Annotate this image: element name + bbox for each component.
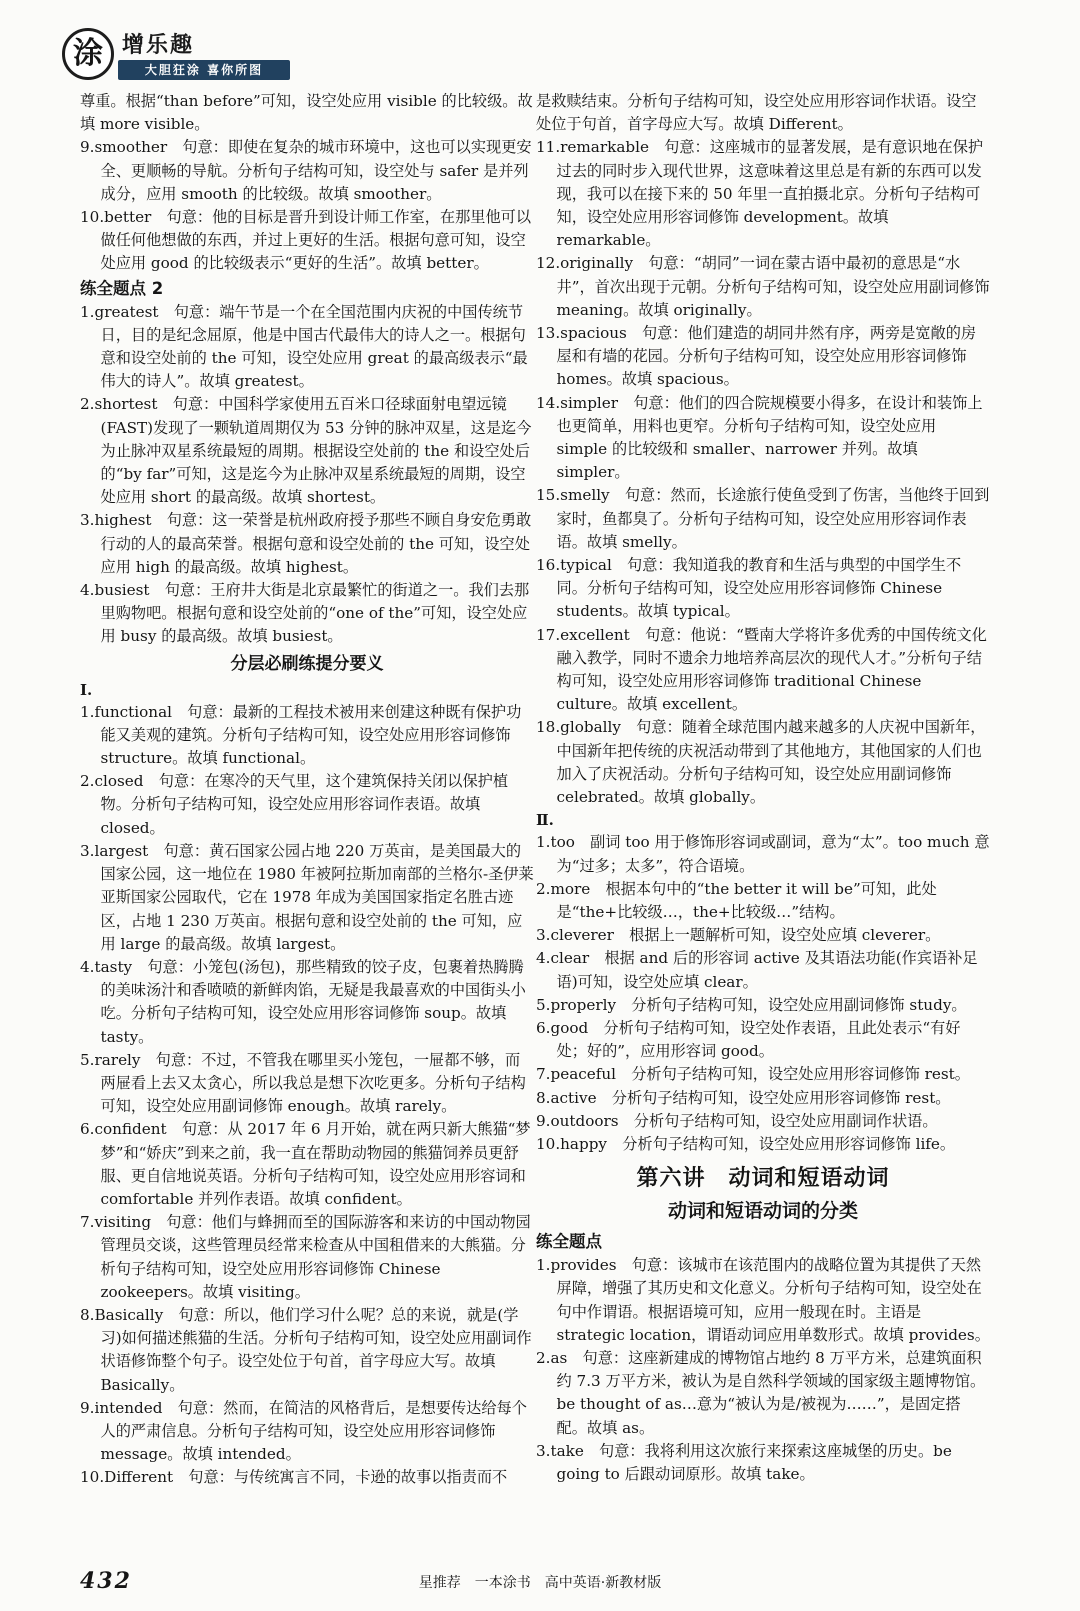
page-number: 432	[80, 1568, 132, 1594]
answer-entry: 8.Basically 句意：所以，他们学习什么呢？总的来说，就是(学习)如何描述熊猫的生活。分析句子结构可知，设空处应用副词作状语修饰整个句子。设空处位于句首，首字母应大写。故填 Basically。	[80, 1305, 532, 1394]
answer-continuation: 是救赎结束。分析句子结构可知，设空处应用形容词作状语。设空处位于句首，首字母应大写。故填 Different。	[536, 92, 977, 134]
answer-entry: 3.cleverer 根据上一题解析可知，设空处应填 cleverer。	[536, 926, 941, 945]
right-column	[536, 90, 990, 1486]
answer-entry: 8.active 分析句子结构可知，设空处应用形容词修饰 rest。	[536, 1088, 951, 1107]
section-heading: 练全题点	[536, 1232, 602, 1252]
answer-entry: 5.properly 分析句子结构可知，设空处应用副词修饰 study。	[536, 995, 967, 1014]
answer-entry: 4.tasty 句意：小笼包(汤包)，那些精致的饺子皮，包裹着热腾腾的美味汤汁和香喷喷的新鲜肉馅，无疑是我最喜欢的中国街头小吃。分析句子结构可知，设空处应用形容词修饰 soup。故填 tasty。	[80, 957, 526, 1046]
answer-entry: 9.outdoors 分析句子结构可知，设空处应用副词作状语。	[536, 1111, 938, 1130]
answer-entry: 18.globally 句意：随着全球范围内越来越多的人庆祝中国新年，中国新年把传统的庆祝活动带到了其他地方，其他国家的人们也加入了庆祝活动。分析句子结构可知，设空处应用副词修饰 celebrated。故填 globally。	[536, 718, 986, 807]
answer-entry: 10.Different 句意：与传统寓言不同，卡逊的故事以指责而不	[80, 1468, 508, 1487]
part-marker: Ⅰ.	[80, 680, 93, 699]
answer-entry: 6.good 分析句子结构可知，设空处作表语，且此处表示“有好处；好的”，应用形容词 good。	[536, 1018, 961, 1061]
left-column	[80, 90, 534, 1490]
answer-entry: 2.shortest 句意：中国科学家使用五百米口径球面射电望远镜(FAST)发现了一颗轨道周期仅为 53 分钟的脉冲双星，这是迄今为止脉冲双星系统最短的周期。根据设空处前的 the 和设空处后的“by far”可知，这是迄今为止脉冲双星系统最短的周期，设空处应用 short 的最高级。故填 shortest。	[80, 395, 532, 507]
answer-entry: 10.happy 分析句子结构可知，设空处应用形容词修饰 life。	[536, 1134, 956, 1153]
page-footer	[0, 1568, 1080, 1598]
answer-entry: 2.more 根据本句中的“the better it will be”可知，此处是“the+比较级…，the+比较级…”结构。	[536, 879, 937, 921]
answer-entry: 4.clear 根据 and 后的形容词 active 及其语法功能(作宾语补足语)可知，设空处应填 clear。	[536, 949, 978, 991]
answer-entry: 13.spacious 句意：他们建造的胡同井然有序，两旁是宽敞的房屋和有墙的花园。分析句子结构可知，设空处应用形容词修饰 homes。故填 spacious。	[536, 324, 977, 389]
answer-entry: 15.smelly 句意：然而，长途旅行使鱼受到了伤害，当他终于回到家时，鱼都臭了。分析句子结构可知，设空处应用形容词作表语。故填 smelly。	[536, 486, 990, 551]
answer-entry: 4.busiest 句意：王府井大街是北京最繁忙的街道之一。我们去那里购物吧。根据句意和设空处前的“one of the”可知，设空处应用 busy 的最高级。故填 busiest。	[80, 581, 530, 646]
answer-entry: 12.originally 句意：“胡同”一词在蒙古语中最初的意思是“水井”，首次出现于元朝。分析句子结构可知，设空处应用副词修饰 meaning。故填 originally。	[536, 254, 990, 319]
answer-entry: 3.largest 句意：黄石国家公园占地 220 万英亩，是美国最大的国家公园，这一地位在 1980 年被阿拉斯加南部的兰格尔-圣伊莱亚斯国家公园取代，它在 1978 年成为美国国家指定名胜古迹区，占地 1 230 万英亩。根据句意和设空处前的 the 可知，应用 large 的最高级。故填 largest。	[80, 841, 534, 953]
answer-continuation: 尊重。根据“than before”可知，设空处应用 visible 的比较级。故填 more visible。	[80, 92, 533, 134]
answer-entry: 1.greatest 句意：端午节是一个在全国范围内庆祝的中国传统节日，目的是纪念屈原，他是中国古代最伟大的诗人之一。根据句意和设空处前的 the 可知，设空处应用 great 的最高级表示“最伟大的诗人”。故填 greatest。	[80, 302, 528, 391]
answer-entry: 7.peaceful 分析句子结构可知，设空处应用形容词修饰 rest。	[536, 1065, 970, 1084]
section-heading: 练全题点 2	[80, 278, 164, 298]
brand-slogan: 大胆狂涂 喜你所图	[118, 60, 290, 80]
footer-title: 星推荐 一本涂书 高中英语·新教材版	[418, 1575, 662, 1591]
answer-entry: 2.closed 句意：在寒冷的天气里，这个建筑保持关闭以保护植物。分析句子结构可知，设空处应用形容词作表语。故填 closed。	[80, 772, 509, 837]
section-title: 分层必刷练提分要义	[230, 653, 384, 674]
answer-entry: 6.confident 句意：从 2017 年 6 月开始，就在两只新大熊猫“梦梦”和“娇庆”到来之前，我一直在帮助动物园的熊猫饲养员更舒服、更自信地说英语。分析句子结构可知，设空处应用形容词和 comfortable 并列作表语。故填 confident。	[80, 1120, 531, 1208]
answer-entry: 9.smoother 句意：即使在复杂的城市环境中，这也可以实现更安全、更顺畅的导航。分析句子结构可知，设空处与 safer 是并列成分，应用 smooth 的比较级。故填 smoother。	[80, 138, 532, 203]
answer-entry: 5.rarely 句意：不过，不管我在哪里买小笼包，一屉都不够，而两屉看上去又太贪心，所以我总是想下次吃更多。分析句子结构可知，设空处应用副词修饰 enough。故填 rarely。	[80, 1050, 526, 1116]
brand-title: 增乐趣	[122, 33, 195, 58]
answer-entry: 16.typical 句意：我知道我的教育和生活与典型的中国学生不同。分析句子结构可知，设空处应用形容词修饰 Chinese students。故填 typical。	[536, 556, 962, 621]
brand-logo-icon: 涂	[62, 28, 114, 80]
answer-entry: 3.highest 句意：这一荣誉是杭州政府授予那些不顾自身安危勇敢行动的人的最高荣誉。根据句意和设空处前的 the 可知，设空处应用 high 的最高级。故填 highest。	[80, 511, 532, 576]
brand-header	[62, 26, 302, 84]
part-marker: Ⅱ.	[536, 811, 554, 830]
answer-entry: 17.excellent 句意：他说：“暨南大学将许多优秀的中国传统文化融入教学，同时不遗余力地培养高层次的现代人才。”分析句子结构可知，设空处应用形容词修饰 traditional Chinese culture。故填 excellent。	[536, 625, 987, 714]
answer-entry: 7.visiting 句意：他们与蜂拥而至的国际游客和来访的中国动物园管理员交谈，这些管理员经常来检查从中国租借来的大熊猫。分析句子结构可知，设空处应用形容词修饰 Chinese zookeepers。故填 visiting。	[80, 1213, 531, 1301]
answer-entry: 1.too 副词 too 用于修饰形容词或副词，意为“太”。too much 意为“过多；太多”，符合语境。	[536, 833, 990, 875]
answer-entry: 2.as 句意：这座新建成的博物馆占地约 8 万平方米，总建筑面积约 7.3 万平方米，被认为是自然科学领域的国家级主题博物馆。be thought of as…意为“被认为是/被视为……”，是固定搭配。故填 as。	[536, 1348, 986, 1437]
answer-entry: 14.simpler 句意：他们的四合院规模要小得多，在设计和装饰上也更简单，用料也更窄。分析句子结构可知，设空处应用 simple 的比较级和 smaller、narrower 并列。故填 simpler。	[536, 393, 983, 482]
answer-entry: 9.intended 句意：然而，在简洁的风格背后，是想要传达给每个人的严肃信息。分析句子结构可知，设空处应用形容词修饰 message。故填 intended。	[80, 1398, 527, 1464]
lecture-title: 第六讲 动词和短语动词	[636, 1166, 890, 1192]
answer-entry: 3.take 句意：我将利用这次旅行来探索这座城堡的历史。be going to 后跟动词原形。故填 take。	[536, 1441, 952, 1483]
answer-entry: 10.better 句意：他的目标是晋升到设计师工作室，在那里他可以做任何他想做的东西，并过上更好的生活。根据句意可知，设空处应用 good 的比较级表示“更好的生活”。故填 better。	[80, 208, 532, 273]
lecture-subtitle: 动词和短语动词的分类	[667, 1200, 858, 1223]
answer-entry: 11.remarkable 句意：这座城市的显著发展，是有意识地在保护过去的同时步入现代世界，这意味着这里总是有新的东西可以发现，我可以在接下来的 50 年里一直拍摄北京。分析句子结构可知，设空处应用形容词修饰 development。故填 remarkable。	[536, 138, 984, 250]
answer-entry: 1.functional 句意：最新的工程技术被用来创建这种既有保护功能又美观的建筑。分析句子结构可知，设空处应用形容词修饰 structure。故填 functional。	[80, 702, 522, 768]
answer-entry: 1.provides 句意：该城市在该范围内的战略位置为其提供了天然屏障，增强了其历史和文化意义。分析句子结构可知，设空处在句中作谓语。根据语境可知，应用一般现在时。主语是 strategic location，谓语动词应用单数形式。故填 provides。	[536, 1256, 990, 1344]
